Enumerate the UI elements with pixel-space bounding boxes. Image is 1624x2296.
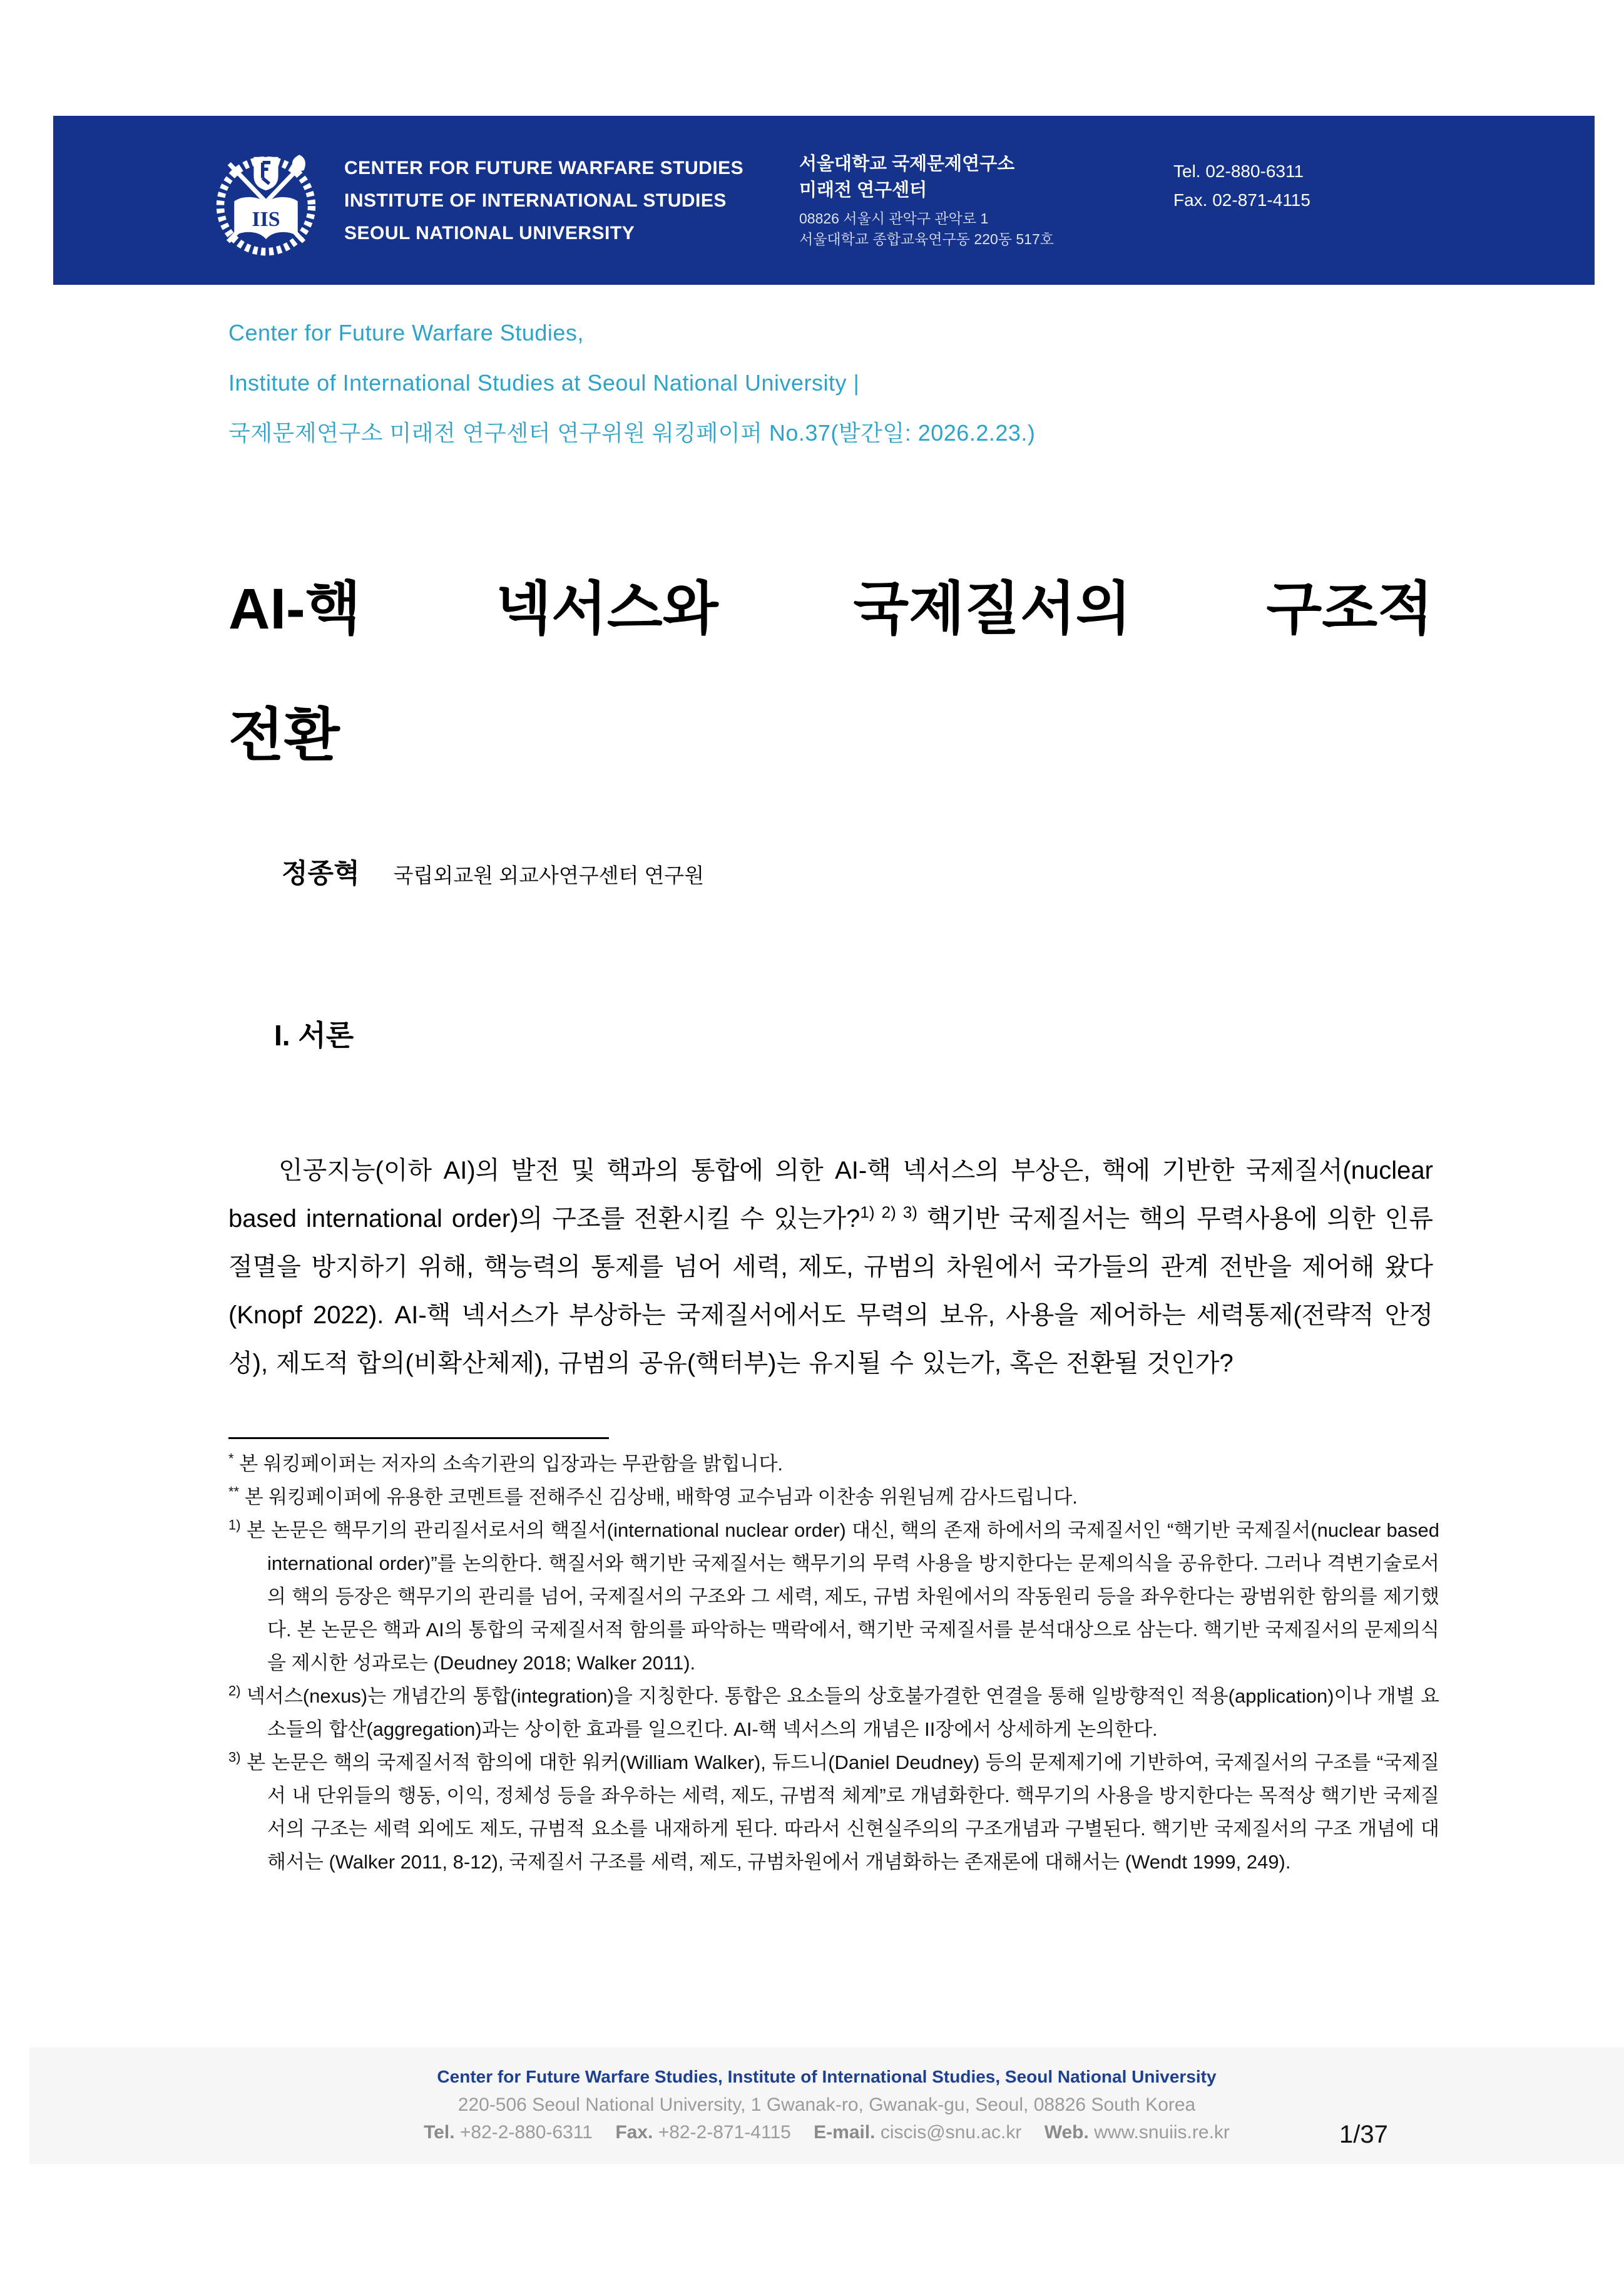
footer-email <box>814 2122 1021 2143</box>
footer-tel <box>424 2122 593 2143</box>
contact-label: Fax. <box>615 2122 653 2143</box>
contact-label: Tel. <box>424 2122 455 2143</box>
footer-organization: Center for Future Warfare Studies, Institute of International Studies, Seoul National University <box>437 2067 1217 2086</box>
footnote-3 <box>228 1746 1439 1878</box>
address-line: 서울대학교 종합교육연구동 220동 517호 <box>799 231 1054 247</box>
series-masthead <box>228 308 1035 458</box>
footnote-asterisk <box>228 1447 1439 1480</box>
footnote-marker: ** <box>228 1484 240 1500</box>
emblem-iis-text: IIS <box>252 208 280 232</box>
footnote-text: 본 워킹페이퍼에 유용한 코멘트를 전해주신 김상배, 배학영 교수님과 이찬송 위원님께 감사드립니다. <box>244 1486 1078 1508</box>
paper-title-line-1: AI-핵 넥서스와 국제질서의 구조적 <box>228 577 1433 641</box>
org-kr-line: 미래전 연구센터 <box>799 180 927 200</box>
paper-title-line-2: 전환 <box>228 704 340 767</box>
org-line-en: CENTER FOR FUTURE WARFARE STUDIES <box>344 158 744 178</box>
org-line-en: SEOUL NATIONAL UNIVERSITY <box>344 223 635 243</box>
footnote-text: 넥서스(nexus)는 개념간의 통합(integration)을 지칭한다. 통합은 요소들의 상호불가결한 연결을 통해 일방향적인 적용(application)이나 개별 요소들의 합산(aggregation)과는 상이한 효과를 일으킨다. AI-핵 넥서스의 개념은 II장에서 상세하게 논의한다. <box>246 1685 1439 1740</box>
section-heading-intro: I. 서론 <box>274 1019 354 1052</box>
footnote-separator <box>228 1437 609 1439</box>
footnote-text: 본 논문은 핵의 국제질서적 함의에 대한 워커(William Walker), 듀드니(Daniel Deudney) 등의 문제제기에 기반하여, 국제질서의 구조를 “국제질서 내 단위들의 행동, 이익, 정체성 등을 좌우하는 세력, 제도, 규범적 체계”로 개념화한다. 핵무기의 사용을 방지한다는 목적상 핵기반 국제질서의 구조는 세력 외에도 제도, 규범적 요소를 내재하게 된다. 따라서 신현실주의의 구조개념과 구별된다. 핵기반 국제질서의 구조 개념에 대해서는 (Walker 2011, 8-12), 국제질서 구조를 세력, 제도, 규범차원에서 개념화하는 존재론에 대해서는 (Wendt 1999, 249). <box>247 1751 1439 1873</box>
masthead-line-3: 국제문제연구소 미래전 연구센터 연구위원 워킹페이퍼 No.37(발간일: 2026.2.23.) <box>228 420 1036 446</box>
footnote-text: 본 워킹페이퍼는 저자의 소속기관의 입장과는 무관함을 밝힙니다. <box>239 1453 784 1475</box>
author-block <box>282 853 704 891</box>
org-kr-address <box>799 208 1054 250</box>
contact-value: +82-2-880-6311 <box>459 2122 593 2143</box>
paper-title <box>228 546 1433 799</box>
body-text-part2: 핵기반 국제질서는 핵의 무력사용에 의한 인류절멸을 방지하기 위해, 핵능력의 통제를 넘어 세력, 제도, 규범의 차원에서 국가들의 관계 전반을 제어해 왔다(Knopf 2022). AI-핵 넥서스가 부상하는 국제질서에서도 무력의 보유, 사용을 제어하는 세력통제(전략적 안정성), 제도적 합의(비확산체제), 규범의 공유(핵터부)는 유지될 수 있는가, 혹은 전환될 것인가? <box>228 1205 1434 1377</box>
flame <box>292 155 305 171</box>
footer-address: 220-506 Seoul National University, 1 Gwanak-ro, Gwanak-gu, Seoul, 08826 South Korea <box>457 2094 1196 2115</box>
footnote-marker: * <box>228 1450 234 1467</box>
contact-label: E-mail. <box>814 2122 876 2143</box>
footnote-marker: 2) <box>228 1683 241 1699</box>
footer-web <box>1044 2122 1230 2143</box>
header-contact <box>1173 157 1310 215</box>
footnote-marker: 3) <box>228 1749 241 1765</box>
org-line-en: INSTITUTE OF INTERNATIONAL STUDIES <box>344 190 727 211</box>
footnote-2 <box>228 1679 1439 1746</box>
contact-label: Web. <box>1044 2122 1089 2143</box>
footnote-refs: 1) 2) 3) <box>860 1202 917 1222</box>
fax-line: Fax. 02-871-4115 <box>1173 190 1310 210</box>
address-line: 08826 서울시 관악구 관악로 1 <box>799 210 989 227</box>
tel-line: Tel. 02-880-6311 <box>1173 161 1304 181</box>
footer-fax <box>615 2122 790 2143</box>
body-paragraph <box>228 1147 1433 1388</box>
contact-value: +82-2-871-4115 <box>658 2122 791 2143</box>
author-affiliation: 국립외교원 외교사연구센터 연구원 <box>393 864 705 887</box>
body-text-part1: 인공지능(이하 AI)의 발전 및 핵과의 통합에 의한 AI-핵 넥서스의 부상은, 핵에 기반한 국제질서(nuclear based international order)의 구조를 전환시킬 수 있는가? <box>228 1157 1433 1233</box>
masthead-line-1: Center for Future Warfare Studies, <box>228 320 584 346</box>
footnote-double-asterisk <box>228 1480 1439 1514</box>
author-name: 정종혁 <box>282 859 360 889</box>
org-name-english <box>344 152 743 250</box>
contact-value: ciscis@snu.ac.kr <box>880 2122 1022 2143</box>
footnote-marker: 1) <box>228 1517 241 1533</box>
footnote-1 <box>228 1514 1439 1679</box>
footnote-text: 본 논문은 핵무기의 관리질서로서의 핵질서(international nuclear order) 대신, 핵의 존재 하에서의 국제질서인 “핵기반 국제질서(nuclear based international order)”를 논의한다. 핵질서와 핵기반 국제질서는 핵무기의 무력 사용을 방지한다는 문제의식을 공유한다. 그러나 격변기술로서의 핵의 등장은 핵무기의 관리를 넘어, 국제질서의 구조와 그 세력, 제도, 규범 차원에서의 작동원리 등을 좌우한다는 광범위한 함의를 제기했다. 본 논문은 핵과 AI의 통합의 국제질서적 함의를 파악하는 맥락에서, 핵기반 국제질서를 분석대상으로 삼는다. 핵기반 국제질서의 문제의식을 제시한 성과로는 (Deudney 2018; Walker 2011). <box>246 1519 1439 1674</box>
org-name-korean <box>799 151 1054 250</box>
org-kr-line: 서울대학교 국제문제연구소 <box>799 154 1015 174</box>
contact-value: www.snuiis.re.kr <box>1094 2122 1230 2143</box>
header-banner <box>53 116 1595 285</box>
page-number: 1/37 <box>1339 2121 1388 2148</box>
footnotes-block <box>228 1447 1439 1878</box>
masthead-line-2: Institute of International Studies at Seoul National University | <box>228 370 860 396</box>
snu-iis-emblem-icon <box>203 146 329 257</box>
